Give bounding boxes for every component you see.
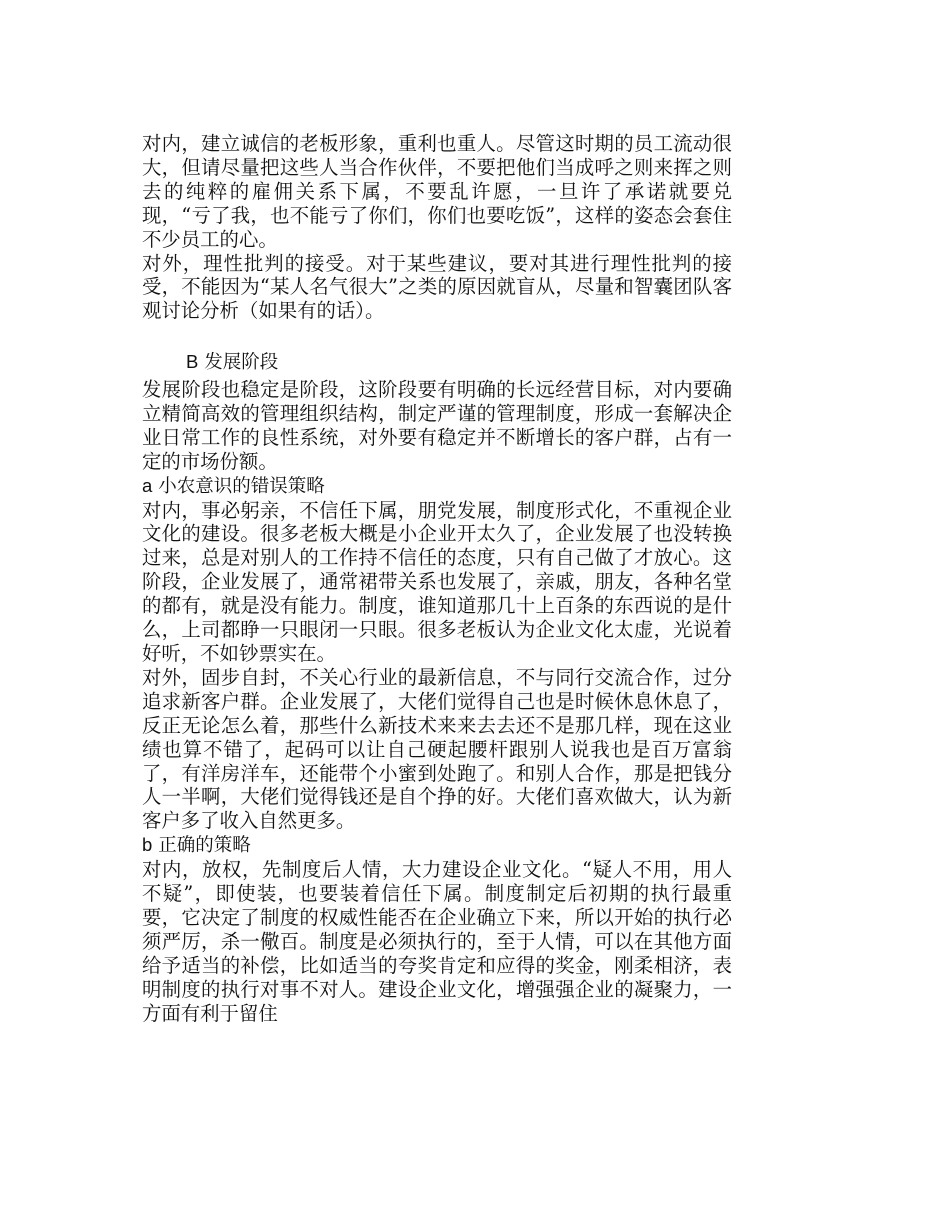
subheading-marker: a xyxy=(142,474,153,496)
paragraph-internal-integrity: 对内，建立诚信的老板形象，重利也重人。尽管这时期的员工流动很大，但请尽量把这些人当合作伙伴，不要把他们当成呼之则来挥之则去的纯粹的雇佣关系下属，不要乱许愿，一旦许了承诺就要兑现，“亏了我，也不能亏了你们，你们也要吃饭”，这样的姿态会套住不少员工的心。 xyxy=(142,132,732,251)
section-title: 发展阶段 xyxy=(204,352,279,374)
subheading-wrong-strategy xyxy=(142,474,732,499)
paragraph-spacer xyxy=(142,323,732,347)
paragraph-external-rational-acceptance: 对外，理性批判的接受。对于某些建议，要对其进行理性批判的接受，不能因为“某人名气很大”之类的原因就盲从，尽量和智囊团队客观讨论分析（如果有的话）。 xyxy=(142,251,732,323)
section-heading-development-stage xyxy=(142,350,732,375)
paragraph-development-stage-intro: 发展阶段也稳定是阶段，这阶段要有明确的长远经营目标，对内要确立精简高效的管理组织结构，制定严谨的管理制度，形成一套解决企业日常工作的良性系统，对外要有稳定并不断增长的客户群，占有一定的市场份额。 xyxy=(142,378,732,473)
document-body xyxy=(142,132,732,1026)
paragraph-correct-internal: 对内，放权，先制度后人情，大力建设企业文化。“疑人不用，用人不疑”，即使装，也要装着信任下属。制度制定后初期的执行最重要，它决定了制度的权威性能否在企业确立下来，所以开始的执行必须严厉，杀一儆百。制度是必须执行的，至于人情，可以在其他方面给予适当的补偿，比如适当的夸奖肯定和应得的奖金，刚柔相济，表明制度的执行对事不对人。建设企业文化，增强强企业的凝聚力，一方面有利于留住 xyxy=(142,858,732,1025)
subheading-marker: b xyxy=(142,834,153,856)
paragraph-wrong-internal: 对内，事必躬亲，不信任下属，朋党发展，制度形式化，不重视企业文化的建设。很多老板大概是小企业开太久了，企业发展了也没转换过来，总是对别人的工作持不信任的态度，只有自己做了才放心。这阶段，企业发展了，通常裙带关系也发展了，亲戚，朋友，各种名堂的都有，就是没有能力。制度，谁知道那几十上百条的东西说的是什么，上司都睁一只眼闭一只眼。很多老板认为企业文化太虚，光说着好听，不如钞票实在。 xyxy=(142,498,732,666)
paragraph-wrong-external: 对外，固步自封，不关心行业的最新信息，不与同行交流合作，过分追求新客户群。企业发展了，大佬们觉得自己也是时候休息休息了，反正无论怎么着，那些什么新技术来来去去还不是那几样，现在这业绩也算不错了，起码可以让自己硬起腰杆跟别人说我也是百万富翁了，有洋房洋车，还能带个小蜜到处跑了。和别人合作，那是把钱分人一半啊，大佬们觉得钱还是自个挣的好。大佬们喜欢做大，认为新客户多了收入自然更多。 xyxy=(142,665,732,833)
subheading-title: 正确的策略 xyxy=(158,835,251,857)
subheading-correct-strategy xyxy=(142,833,732,858)
section-marker: B xyxy=(186,351,199,373)
subheading-title: 小农意识的错误策略 xyxy=(158,475,325,497)
